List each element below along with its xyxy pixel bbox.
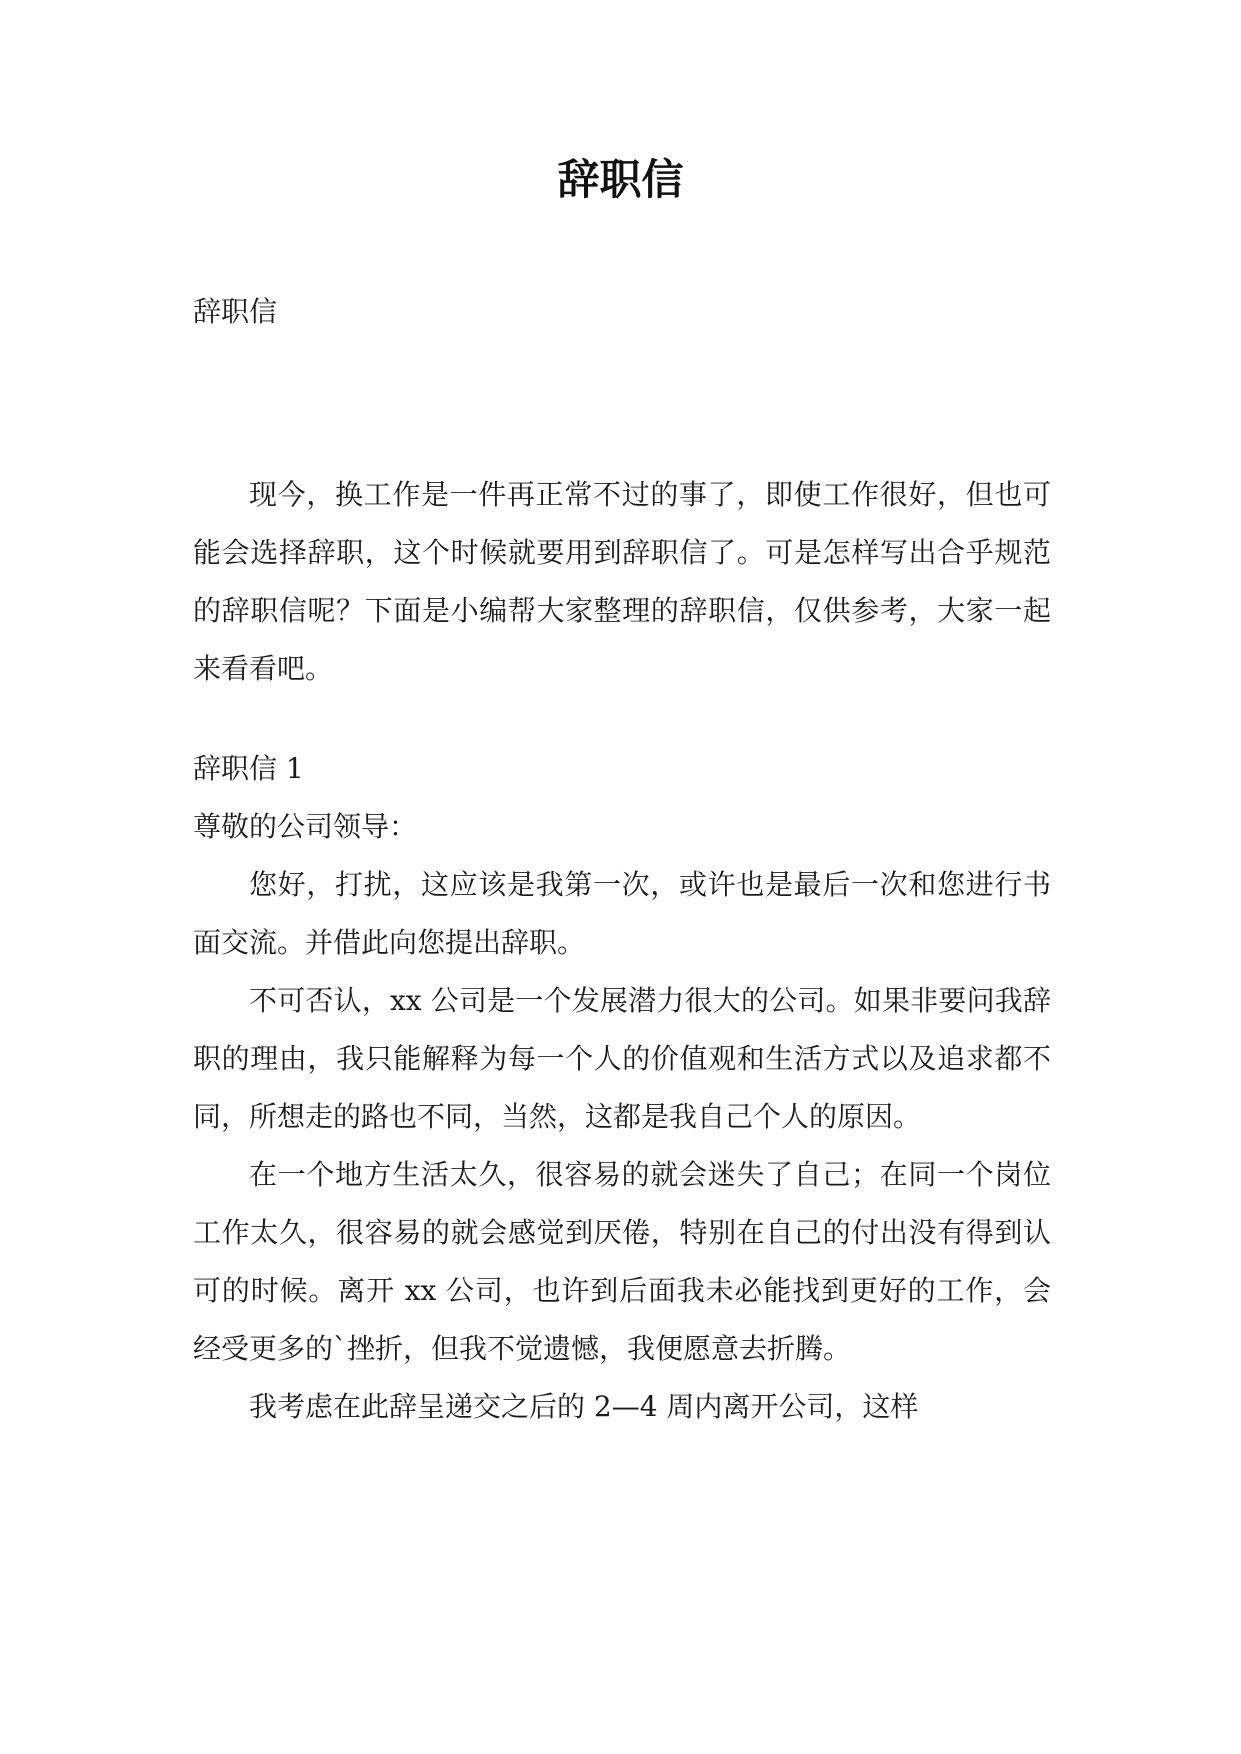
letter-heading: 辞职信 1 [193, 752, 304, 785]
document-body [193, 466, 1051, 1436]
letter-paragraph: 我考虑在此辞呈递交之后的 2—4 周内离开公司，这样 [249, 1390, 919, 1423]
letter-paragraph: 您好，打扰，这应该是我第一次，或许也是最后一次和您进行书面交流。并借此向您提出辞职。 [193, 868, 1051, 959]
document-subtitle: 辞职信 [193, 295, 278, 328]
intro-paragraph: 现今，换工作是一件再正常不过的事了，即使工作很好，但也可能会选择辞职，这个时候就要用到辞职信了。可是怎样写出合乎规范的辞职信呢？下面是小编帮大家整理的辞职信，仅供参考，大家一起来看看吧。 [193, 478, 1051, 685]
letter-salutation: 尊敬的公司领导： [193, 810, 418, 843]
letter-paragraph: 不可否认，xx 公司是一个发展潜力很大的公司。如果非要问我辞职的理由，我只能解释为每一个人的价值观和生活方式以及追求都不同，所想走的路也不同，当然，这都是我自己个人的原因。 [193, 984, 1051, 1133]
letter-paragraph: 在一个地方生活太久，很容易的就会迷失了自己；在同一个岗位工作太久，很容易的就会感觉到厌倦，特别在自己的付出没有得到认可的时候。离开 xx 公司，也许到后面我未必能找到更好的工作，会经受更多的`挫折，但我不觉遗憾，我便愿意去折腾。 [193, 1158, 1051, 1365]
page-title: 辞职信 [557, 155, 684, 204]
